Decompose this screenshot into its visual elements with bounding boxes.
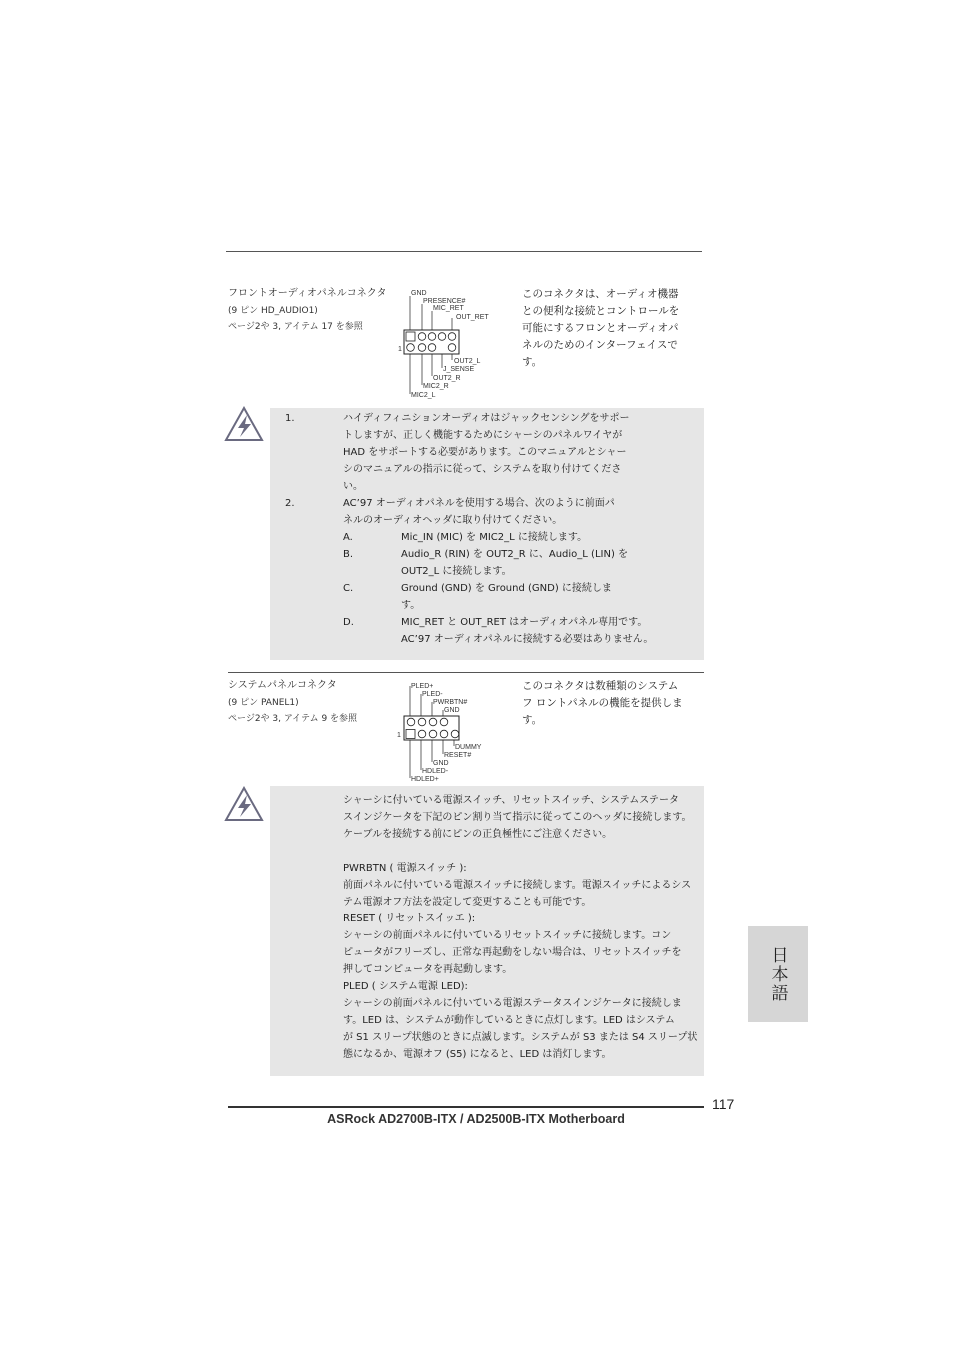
audio-description bbox=[522, 286, 679, 371]
warning-lightning-icon bbox=[224, 406, 264, 442]
footer-rule bbox=[228, 1106, 704, 1108]
panel-note-line: シャーシに付いている電源スイッチ、リセットスイッチ、システムステータ bbox=[343, 795, 679, 806]
audio-label-j-sense: J_SENSE bbox=[443, 366, 475, 373]
audio-note-sub-letter: C. bbox=[343, 583, 354, 594]
panel-header-diagram bbox=[394, 678, 494, 784]
panel-label-hdled-minus: HDLED- bbox=[422, 768, 449, 775]
audio-note-sub-letter: D. bbox=[343, 617, 354, 628]
audio-label-out-ret: OUT_RET bbox=[456, 314, 489, 321]
panel-label-hdled-plus: HDLED+ bbox=[411, 776, 439, 783]
audio-note-sub-line: Mic_IN (MIC) を MIC2_L に接続します。 bbox=[401, 532, 588, 543]
panel-desc-line: す。 bbox=[522, 714, 543, 726]
panel-desc-line: このコネクタは数種類のシステム bbox=[522, 680, 679, 692]
audio-label-mic2-l: MIC2_L bbox=[411, 392, 436, 399]
panel-label-pled-minus: PLED- bbox=[422, 691, 443, 698]
panel-note-heading-reset: RESET ( リセットスイッエ ): bbox=[343, 913, 476, 924]
audio-pin-info: (9 ピン HD_AUDIO1) bbox=[228, 306, 318, 316]
audio-note-sub-line: MIC_RET と OUT_RET はオーディオパネル専用です。 bbox=[401, 617, 648, 628]
audio-desc-line: このコネクタは、オーディオ機器 bbox=[522, 288, 679, 300]
panel-desc-line: フ ロントパネルの機能を提供しま bbox=[522, 697, 683, 709]
audio-note-line: ネルのオーディオヘッダに取り付けてください。 bbox=[343, 515, 563, 526]
audio-note-line: トしますが、正しく機能するためにシャーシのパネルワイヤが bbox=[343, 430, 623, 441]
audio-label-pin1: 1 bbox=[398, 346, 402, 353]
panel-note-line: 押してコンピュータを再起動します。 bbox=[343, 964, 513, 975]
panel-note-line: が S1 スリープ状態のときに点滅します。システムが S3 または S4 スリープ状 bbox=[343, 1032, 698, 1043]
audio-note-line: AC’97 オーディオパネルを使用する場合、次のように前面パ bbox=[343, 498, 615, 509]
audio-note-item2-number: 2. bbox=[285, 498, 295, 509]
audio-note-sub-line: Audio_R (RIN) を OUT2_R に、Audio_L (LIN) を bbox=[401, 549, 629, 560]
panel-label-dummy: DUMMY bbox=[455, 744, 482, 751]
panel-description bbox=[522, 678, 683, 729]
audio-desc-line: 可能にするフロンとオーディオパ bbox=[522, 322, 679, 334]
section-divider bbox=[228, 672, 704, 673]
audio-label-out2-l: OUT2_L bbox=[454, 358, 481, 365]
footer-title: ASRock AD2700B-ITX / AD2500B-ITX Motherboard bbox=[327, 1112, 625, 1126]
audio-section-title: フロントオーディオパネルコネクタ bbox=[228, 288, 387, 299]
audio-label-presence: PRESENCE# bbox=[423, 298, 466, 305]
panel-note-line: シャーシの前面パネルに付いている電源ステータスインジケータに接続しま bbox=[343, 998, 682, 1009]
panel-note-line: スインジケータを下記のピン割り当て指示に従ってこのヘッダに接続します。 bbox=[343, 812, 692, 823]
audio-desc-line: との便利な接続とコントロールを bbox=[522, 305, 680, 317]
audio-note-sub-line: AC’97 オーディオパネルに接続する必要はありません。 bbox=[401, 634, 654, 645]
audio-label-out2-r: OUT2_R bbox=[433, 375, 461, 382]
page-number: 117 bbox=[712, 1096, 735, 1112]
panel-label-reset: RESET# bbox=[444, 752, 472, 759]
warning-lightning-icon bbox=[224, 786, 264, 822]
panel-note-line: テム電源オフ方法を設定して変更することも可能です。 bbox=[343, 897, 592, 908]
panel-note-line: 態になるか、電源オフ (S5) になると、LED は消灯します。 bbox=[343, 1049, 612, 1060]
panel-note-line: す。LED は、システムが動作しているときに点灯します。LED はシステム bbox=[343, 1015, 675, 1026]
panel-label-pwrbtn: PWRBTN# bbox=[433, 699, 468, 706]
panel-note-line: シャーシの前面パネルに付いているリセットスイッチに接続します。コン bbox=[343, 930, 672, 941]
audio-note-sub-line: す。 bbox=[401, 600, 421, 611]
panel-label-gnd-top: GND bbox=[444, 707, 460, 714]
audio-note-line: シのマニュアルの指示に従って、システムを取り付けてくださ bbox=[343, 464, 622, 475]
language-tab bbox=[748, 926, 808, 1022]
panel-pin-info: (9 ピン PANEL1) bbox=[228, 698, 299, 708]
panel-note-line: ピュータがフリーズし、正常な再起動をしない場合は、リセットスイッチを bbox=[343, 947, 682, 958]
audio-note-sub-line: Ground (GND) を Ground (GND) に接続しま bbox=[401, 583, 612, 594]
panel-label-pin1: 1 bbox=[397, 732, 401, 739]
panel-note-heading-pwrbtn: PWRBTN ( 電源スイッチ ): bbox=[343, 863, 467, 874]
panel-section-title: システムパネルコネクタ bbox=[228, 680, 337, 691]
audio-note-line: HAD をサポートする必要があります。このマニュアルとシャー bbox=[343, 447, 627, 458]
audio-header-diagram bbox=[392, 284, 502, 402]
panel-note-line: 前面パネルに付いている電源スイッチに接続します。電源スイッチによるシス bbox=[343, 880, 692, 891]
language-tab-label: 日本語 bbox=[767, 945, 788, 1003]
audio-note-line: ハイディフィニションオーディオはジャックセンシングをサポー bbox=[343, 413, 630, 424]
panel-page-ref: ページ2や 3, アイテム 9 を参照 bbox=[228, 714, 358, 724]
panel-label-gnd-bottom: GND bbox=[433, 760, 449, 767]
audio-label-mic2-r: MIC2_R bbox=[423, 383, 449, 390]
audio-note-sub-letter: A. bbox=[343, 532, 353, 543]
panel-label-pled-plus: PLED+ bbox=[411, 683, 434, 690]
top-rule bbox=[226, 251, 702, 252]
audio-note-line: い。 bbox=[343, 481, 363, 492]
panel-note-line: ケーブルを接続する前にピンの正負極性にご注意ください。 bbox=[343, 829, 613, 840]
audio-desc-line: ネルのためのインターフェイスで bbox=[522, 339, 678, 351]
audio-label-mic-ret: MIC_RET bbox=[433, 305, 464, 312]
audio-page-ref: ページ2や 3, アイテム 17 を参照 bbox=[228, 322, 363, 332]
audio-label-gnd: GND bbox=[411, 290, 427, 297]
audio-desc-line: す。 bbox=[522, 356, 543, 368]
audio-note-sub-line: OUT2_L に接続します。 bbox=[401, 566, 512, 577]
audio-note-sub-letter: B. bbox=[343, 549, 354, 560]
panel-note-heading-pled: PLED ( システム電源 LED): bbox=[343, 981, 468, 992]
audio-note-item1-number: 1. bbox=[285, 413, 295, 424]
